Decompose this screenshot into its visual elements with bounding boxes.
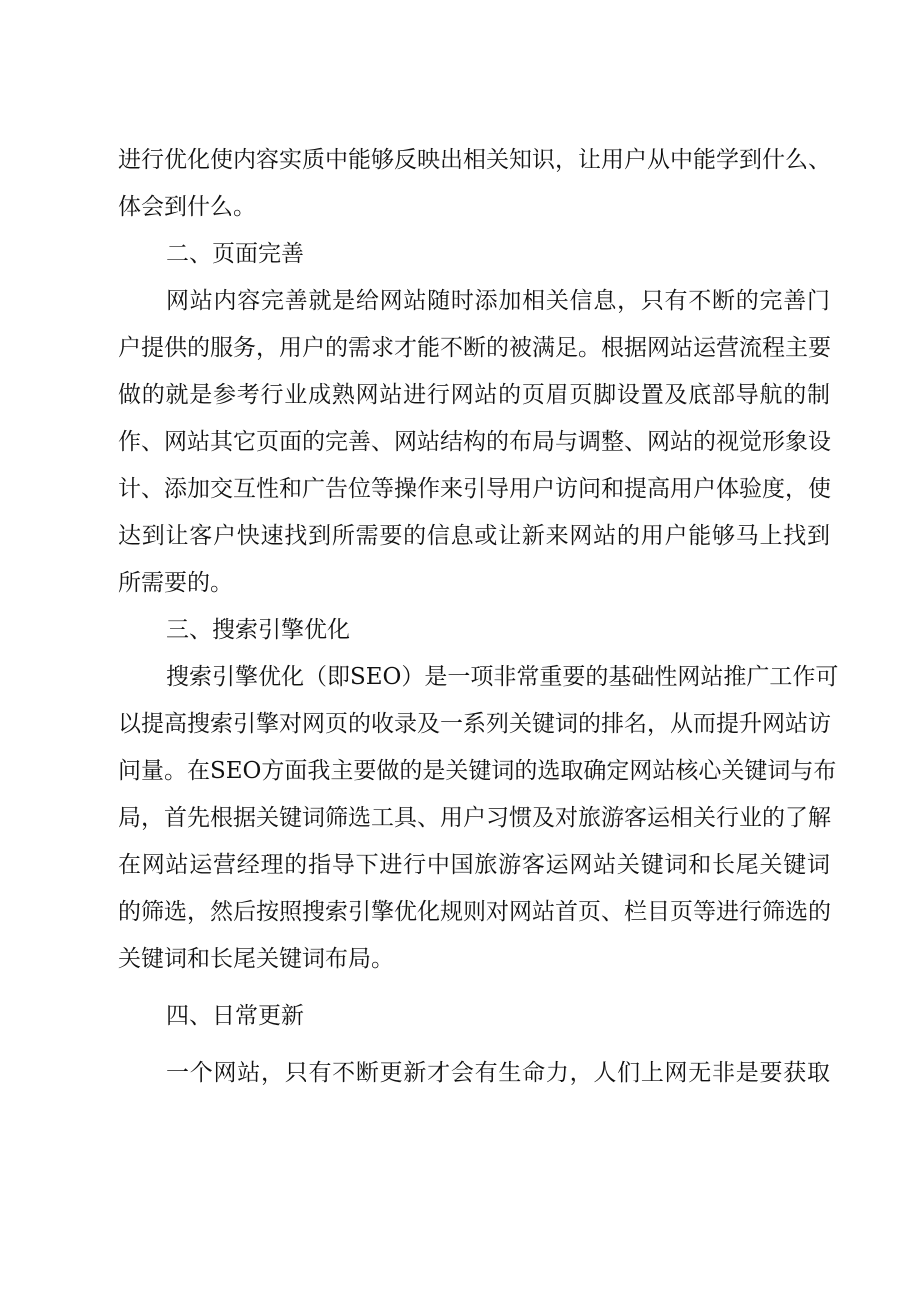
paragraph-line: 在网站运营经理的指导下进行中国旅游客运网站关键词和长尾关键词 xyxy=(118,852,830,878)
paragraph-line: 做的就是参考行业成熟网站进行网站的页眉页脚设置及底部导航的制 xyxy=(118,382,830,408)
paragraph-line: 户提供的服务，用户的需求才能不断的被满足。根据网站运营流程主要 xyxy=(118,335,831,361)
paragraph-line: 作、网站其它页面的完善、网站结构的布局与调整、网站的视觉形象设 xyxy=(118,429,831,455)
paragraph-line: 以提高搜索引擎对网页的收录及一系列关键词的排名，从而提升网站访 xyxy=(118,711,831,737)
paragraph-line: 计、添加交互性和广告位等操作来引导用户访问和提高用户体验度，使 xyxy=(118,476,831,502)
section-heading: 四、日常更新 xyxy=(166,1003,304,1029)
document-page xyxy=(118,137,839,1097)
paragraph-line: 网站内容完善就是给网站随时添加相关信息，只有不断的完善门 xyxy=(166,288,830,314)
section-heading: 二、页面完善 xyxy=(166,241,304,267)
paragraph-line: 达到让客户快速找到所需要的信息或让新来网站的用户能够马上找到 xyxy=(118,523,830,549)
paragraph-line: 搜索引擎优化（即SEO）是一项非常重要的基础性网站推广工作可 xyxy=(166,664,839,690)
section-heading: 三、搜索引擎优化 xyxy=(166,617,350,643)
paragraph-line: 进行优化使内容实质中能够反映出相关知识，让用户从中能学到什么、 xyxy=(118,147,831,173)
paragraph-line: 体会到什么。 xyxy=(118,194,256,220)
paragraph-line: 一个网站，只有不断更新才会有生命力，人们上网无非是要获取 xyxy=(166,1060,830,1086)
paragraph-line: 的筛选，然后按照搜索引擎优化规则对网站首页、栏目页等进行筛选的 xyxy=(118,899,831,925)
paragraph-line: 关键词和长尾关键词布局。 xyxy=(118,946,394,972)
paragraph-line: 所需要的。 xyxy=(118,570,233,596)
paragraph-line: 局，首先根据关键词筛选工具、用户习惯及对旅游客运相关行业的了解 xyxy=(118,805,831,831)
paragraph-line: 问量。在SEO方面我主要做的是关键词的选取确定网站核心关键词与布 xyxy=(118,758,837,784)
